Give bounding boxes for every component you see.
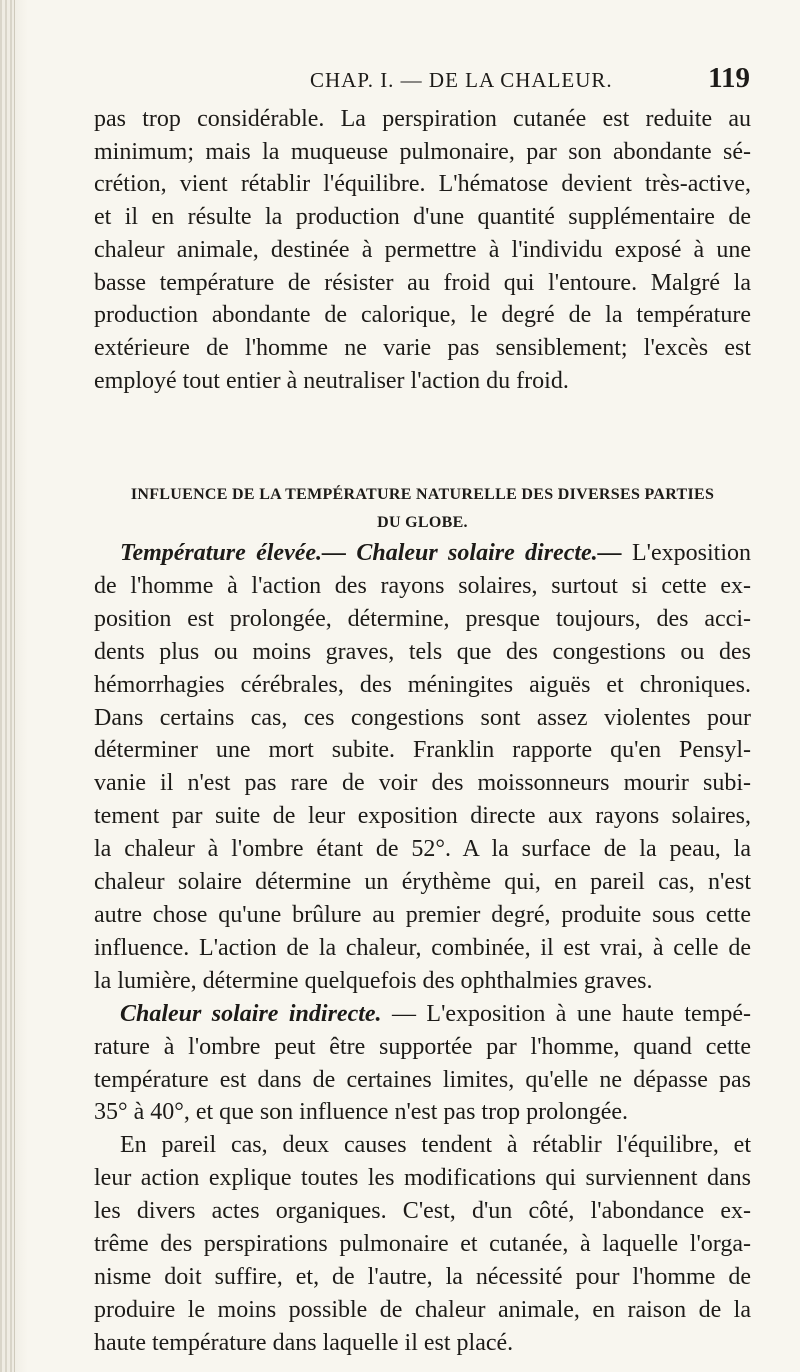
text-line: 35° à 40°, et que son influence n'est pas trop prolongée. bbox=[94, 1099, 629, 1126]
text-line: crétion, vient rétablir l'équilibre. L'hématose devient très-active, bbox=[94, 171, 751, 198]
text-line: rature à l'ombre peut être supportée par l'homme, quand cette bbox=[94, 1033, 751, 1060]
subsection-1-title: Température élevée.— Chaleur solaire directe.— bbox=[120, 540, 622, 566]
text-line: dents plus ou moins graves, tels que des congestions ou des bbox=[94, 638, 751, 665]
text-line: de l'homme à l'action des rayons solaires, surtout si cette ex- bbox=[94, 572, 751, 599]
text-line: la lumière, détermine quelquefois des ophthalmies graves. bbox=[94, 967, 653, 994]
subsection-1-first-text: L'exposition bbox=[621, 540, 751, 566]
section-heading bbox=[94, 481, 751, 537]
text-line: température est dans de certaines limites, qu'elle ne dépasse pas bbox=[94, 1066, 751, 1093]
text-line: déterminer une mort subite. Franklin rapporte qu'en Pensyl- bbox=[94, 737, 751, 764]
text-line: En pareil cas, deux causes tendent à rétablir l'équilibre, et bbox=[120, 1132, 751, 1159]
subsection-2-title: Chaleur solaire indirecte. bbox=[120, 1000, 382, 1027]
text-line: trême des perspirations pulmonaire et cutanée, à laquelle l'orga- bbox=[94, 1231, 751, 1258]
text-line: vanie il n'est pas rare de voir des moissonneurs mourir subi- bbox=[94, 770, 751, 797]
section-body bbox=[94, 537, 751, 1360]
text-line: hémorrhagies cérébrales, des méningites aiguës et chroniques. bbox=[94, 671, 751, 698]
text-line: position est prolongée, détermine, presque toujours, des acci- bbox=[94, 605, 751, 632]
text-line: extérieure de l'homme ne varie pas sensiblement; l'excès est bbox=[94, 334, 751, 361]
subsection-2-first-line bbox=[94, 998, 751, 1031]
section-heading-line-2: DU GLOBE. bbox=[377, 514, 468, 531]
paragraph-1 bbox=[94, 103, 751, 397]
text-line: les divers actes organiques. C'est, d'un côté, l'abondance ex- bbox=[94, 1198, 751, 1225]
text-line: minimum; mais la muqueuse pulmonaire, par son abondante sé- bbox=[94, 138, 751, 165]
text-line: basse température de résister au froid qui l'entoure. Malgré la bbox=[94, 269, 751, 296]
text-line: chaleur solaire détermine un érythème qui, en pareil cas, n'est bbox=[94, 869, 751, 896]
text-line: produire le moins possible de chaleur animale, en raison de la bbox=[94, 1296, 751, 1323]
running-head: CHAP. I. — DE LA CHALEUR. bbox=[310, 68, 613, 92]
text-line: production abondante de calorique, le degré de la température bbox=[94, 302, 751, 329]
text-line: autre chose qu'une brûlure au premier degré, produite sous cette bbox=[94, 901, 751, 928]
text-line: nisme doit suffire, et, de l'autre, la nécessité pour l'homme de bbox=[94, 1263, 751, 1290]
text-line: leur action explique toutes les modifications qui surviennent dans bbox=[94, 1165, 751, 1192]
page-binding-edge bbox=[0, 0, 15, 1372]
text-line: influence. L'action de la chaleur, combinée, il est vrai, à celle de bbox=[94, 934, 751, 961]
text-line: tement par suite de leur exposition directe aux rayons solaires, bbox=[94, 803, 751, 830]
text-line: pas trop considérable. La perspiration cutanée est reduite au bbox=[94, 106, 751, 132]
text-line: et il en résulte la production d'une quantité supplémentaire de bbox=[94, 204, 751, 231]
text-line: la chaleur à l'ombre étant de 52°. A la surface de la peau, la bbox=[94, 836, 751, 863]
text-line: Dans certains cas, ces congestions sont assez violentes pour bbox=[94, 704, 751, 731]
text-line: employé tout entier à neutraliser l'action du froid. bbox=[94, 367, 569, 394]
text-line: haute température dans laquelle il est placé. bbox=[94, 1329, 514, 1356]
page-header bbox=[270, 62, 750, 96]
subsection-1-first-line bbox=[94, 537, 751, 570]
section-heading-line-1: INFLUENCE DE LA TEMPÉRATURE NATURELLE DES DIVERSES PARTIES bbox=[130, 486, 715, 503]
text-line: chaleur animale, destinée à permettre à l'individu exposé à une bbox=[94, 236, 751, 263]
subsection-2-first-text: — L'exposition à une haute tempé- bbox=[381, 1000, 752, 1027]
page-number: 119 bbox=[708, 62, 750, 94]
